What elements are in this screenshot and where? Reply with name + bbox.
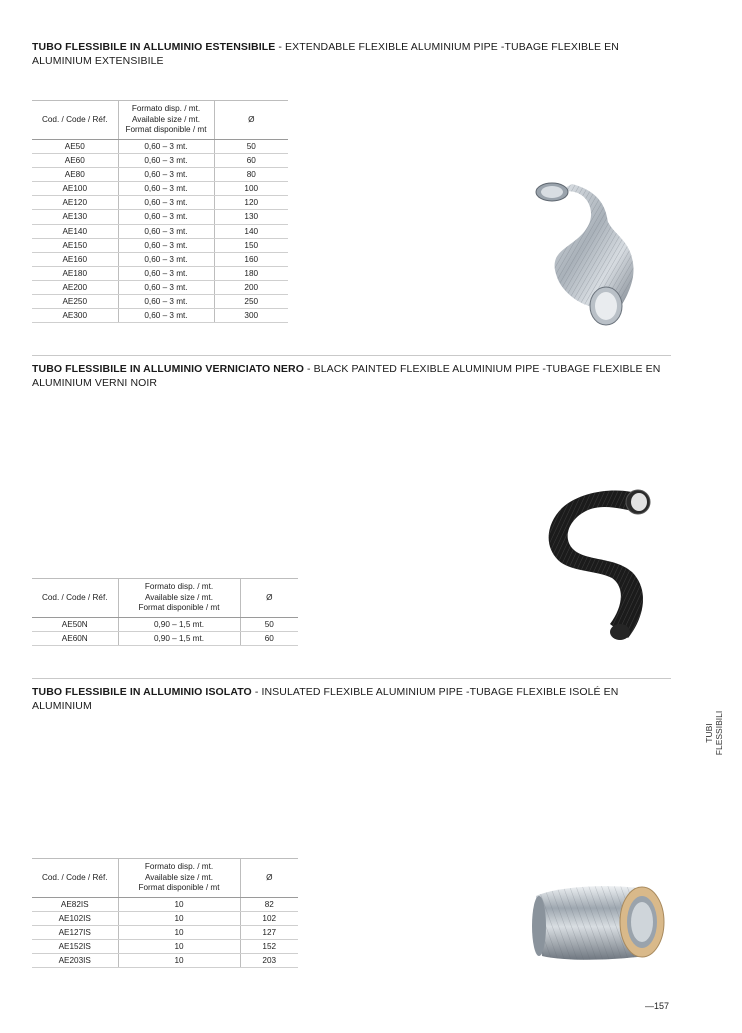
- cell-size: 0,60 – 3 mt.: [118, 140, 214, 154]
- cell-code: AE100: [32, 182, 118, 196]
- section-divider: [32, 678, 671, 679]
- cell-size: 10: [118, 940, 240, 954]
- cell-code: AE127IS: [32, 926, 118, 940]
- cell-size: 10: [118, 912, 240, 926]
- cell-code: AE80: [32, 168, 118, 182]
- cell-diameter: 120: [214, 196, 288, 210]
- cell-size: 0,60 – 3 mt.: [118, 168, 214, 182]
- cell-code: AE200: [32, 280, 118, 294]
- cell-code: AE60: [32, 154, 118, 168]
- section-3-spec-table: [32, 858, 298, 968]
- section-3-heading: [32, 685, 672, 713]
- cell-code: AE150: [32, 238, 118, 252]
- header-size-line1: Formato disp. / mt.: [131, 104, 201, 114]
- cell-diameter: 130: [214, 210, 288, 224]
- cell-code: AE203IS: [32, 954, 118, 968]
- section-1-title-bold: TUBO FLESSIBILE IN ALLUMINIO ESTENSIBILE: [32, 41, 276, 53]
- cell-code: AE120: [32, 196, 118, 210]
- cell-diameter: 300: [214, 309, 288, 323]
- section-2-title-rest: - BLACK PAINTED FLEXIBLE ALUMINIUM PIPE -TUBAGE FLEXIBLE EN ALUMINIUM VERNI NOIR: [32, 363, 661, 389]
- header-code: Cod. / Code / Réf.: [32, 101, 118, 140]
- cell-size: 0,60 – 3 mt.: [118, 224, 214, 238]
- cell-diameter: 50: [240, 618, 298, 632]
- cell-diameter: 140: [214, 224, 288, 238]
- header-size-line2: Available size / mt.: [131, 114, 201, 124]
- table-row: [32, 309, 288, 323]
- header-size-line3: Format disponible / mt: [138, 883, 220, 893]
- table-row: [32, 154, 288, 168]
- cell-size: 10: [118, 898, 240, 912]
- table-row: [32, 252, 288, 266]
- table-row: [32, 618, 298, 632]
- cell-diameter: 60: [214, 154, 288, 168]
- table-row: [32, 182, 288, 196]
- cell-diameter: 150: [214, 238, 288, 252]
- cell-code: AE180: [32, 266, 118, 280]
- cell-size: 0,60 – 3 mt.: [118, 238, 214, 252]
- table-row: [32, 140, 288, 154]
- cell-size: 0,60 – 3 mt.: [118, 182, 214, 196]
- table-row: [32, 954, 298, 968]
- cell-diameter: 80: [214, 168, 288, 182]
- cell-diameter: 102: [240, 912, 298, 926]
- section-3-title-bold: TUBO FLESSIBILE IN ALLUMINIO ISOLATO: [32, 686, 252, 698]
- cell-size: 0,60 – 3 mt.: [118, 266, 214, 280]
- header-diameter: Ø: [240, 859, 298, 898]
- table-row: [32, 238, 288, 252]
- cell-diameter: 127: [240, 926, 298, 940]
- cell-diameter: 152: [240, 940, 298, 954]
- insulated-pipe-image: [528, 878, 668, 968]
- cell-diameter: 203: [240, 954, 298, 968]
- header-code: Cod. / Code / Réf.: [32, 579, 118, 618]
- header-size: [118, 101, 214, 140]
- page-number: —157: [645, 1001, 670, 1011]
- extendable-aluminium-pipe-image: [528, 178, 668, 328]
- header-size-line3: Format disponible / mt: [138, 603, 220, 613]
- cell-size: 0,60 – 3 mt.: [118, 210, 214, 224]
- cell-size: 0,90 – 1,5 mt.: [118, 618, 240, 632]
- table-row: [32, 168, 288, 182]
- header-diameter: Ø: [240, 579, 298, 618]
- section-2-spec-table: [32, 578, 298, 646]
- header-size-line3: Format disponible / mt: [125, 125, 207, 135]
- table-row: [32, 266, 288, 280]
- header-size: [118, 579, 240, 618]
- table-row: [32, 926, 298, 940]
- cell-code: AE250: [32, 295, 118, 309]
- cell-diameter: 180: [214, 266, 288, 280]
- header-size-line2: Available size / mt.: [144, 872, 214, 882]
- side-category-label: [703, 705, 735, 765]
- table-row: [32, 280, 288, 294]
- header-code: Cod. / Code / Réf.: [32, 859, 118, 898]
- section-1-heading: [32, 40, 672, 68]
- header-size-line1: Formato disp. / mt.: [144, 582, 214, 592]
- header-size-line1: Formato disp. / mt.: [144, 862, 214, 872]
- section-1-spec-table: [32, 100, 288, 323]
- section-1-title-rest: - EXTENDABLE FLEXIBLE ALUMINIUM PIPE -TUBAGE FLEXIBLE EN ALUMINIUM EXTENSIBILE: [32, 41, 619, 67]
- cell-diameter: 50: [214, 140, 288, 154]
- cell-size: 10: [118, 926, 240, 940]
- table-row: [32, 196, 288, 210]
- side-label-line1: TUBI: [704, 723, 714, 743]
- cell-diameter: 82: [240, 898, 298, 912]
- cell-code: AE102IS: [32, 912, 118, 926]
- cell-size: 0,60 – 3 mt.: [118, 295, 214, 309]
- cell-diameter: 60: [240, 632, 298, 646]
- cell-size: 0,60 – 3 mt.: [118, 280, 214, 294]
- section-divider: [32, 355, 671, 356]
- cell-code: AE82IS: [32, 898, 118, 912]
- section-2-heading: [32, 362, 672, 390]
- header-size-line2: Available size / mt.: [144, 592, 214, 602]
- table-row: [32, 940, 298, 954]
- cell-code: AE160: [32, 252, 118, 266]
- cell-code: AE50: [32, 140, 118, 154]
- side-label-line2: FLESSIBILI: [713, 710, 724, 756]
- section-3-title-rest: - INSULATED FLEXIBLE ALUMINIUM PIPE -TUBAGE FLEXIBLE ISOLÉ EN ALUMINIUM: [32, 686, 619, 712]
- cell-diameter: 160: [214, 252, 288, 266]
- header-diameter: Ø: [214, 101, 288, 140]
- cell-code: AE130: [32, 210, 118, 224]
- cell-code: AE60N: [32, 632, 118, 646]
- table-header-row: [32, 101, 288, 140]
- cell-diameter: 200: [214, 280, 288, 294]
- table-header-row: [32, 579, 298, 618]
- cell-size: 10: [118, 954, 240, 968]
- table-header-row: [32, 859, 298, 898]
- cell-diameter: 250: [214, 295, 288, 309]
- black-painted-pipe-image: [540, 478, 670, 648]
- cell-diameter: 100: [214, 182, 288, 196]
- section-2-title-bold: TUBO FLESSIBILE IN ALLUMINIO VERNICIATO NERO: [32, 363, 304, 375]
- table-row: [32, 912, 298, 926]
- cell-code: AE140: [32, 224, 118, 238]
- cell-code: AE152IS: [32, 940, 118, 954]
- cell-size: 0,60 – 3 mt.: [118, 154, 214, 168]
- table-row: [32, 898, 298, 912]
- cell-size: 0,60 – 3 mt.: [118, 252, 214, 266]
- cell-size: 0,60 – 3 mt.: [118, 196, 214, 210]
- table-row: [32, 210, 288, 224]
- cell-size: 0,90 – 1,5 mt.: [118, 632, 240, 646]
- cell-size: 0,60 – 3 mt.: [118, 309, 214, 323]
- cell-code: AE50N: [32, 618, 118, 632]
- header-size: [118, 859, 240, 898]
- table-row: [32, 632, 298, 646]
- table-row: [32, 295, 288, 309]
- table-row: [32, 224, 288, 238]
- cell-code: AE300: [32, 309, 118, 323]
